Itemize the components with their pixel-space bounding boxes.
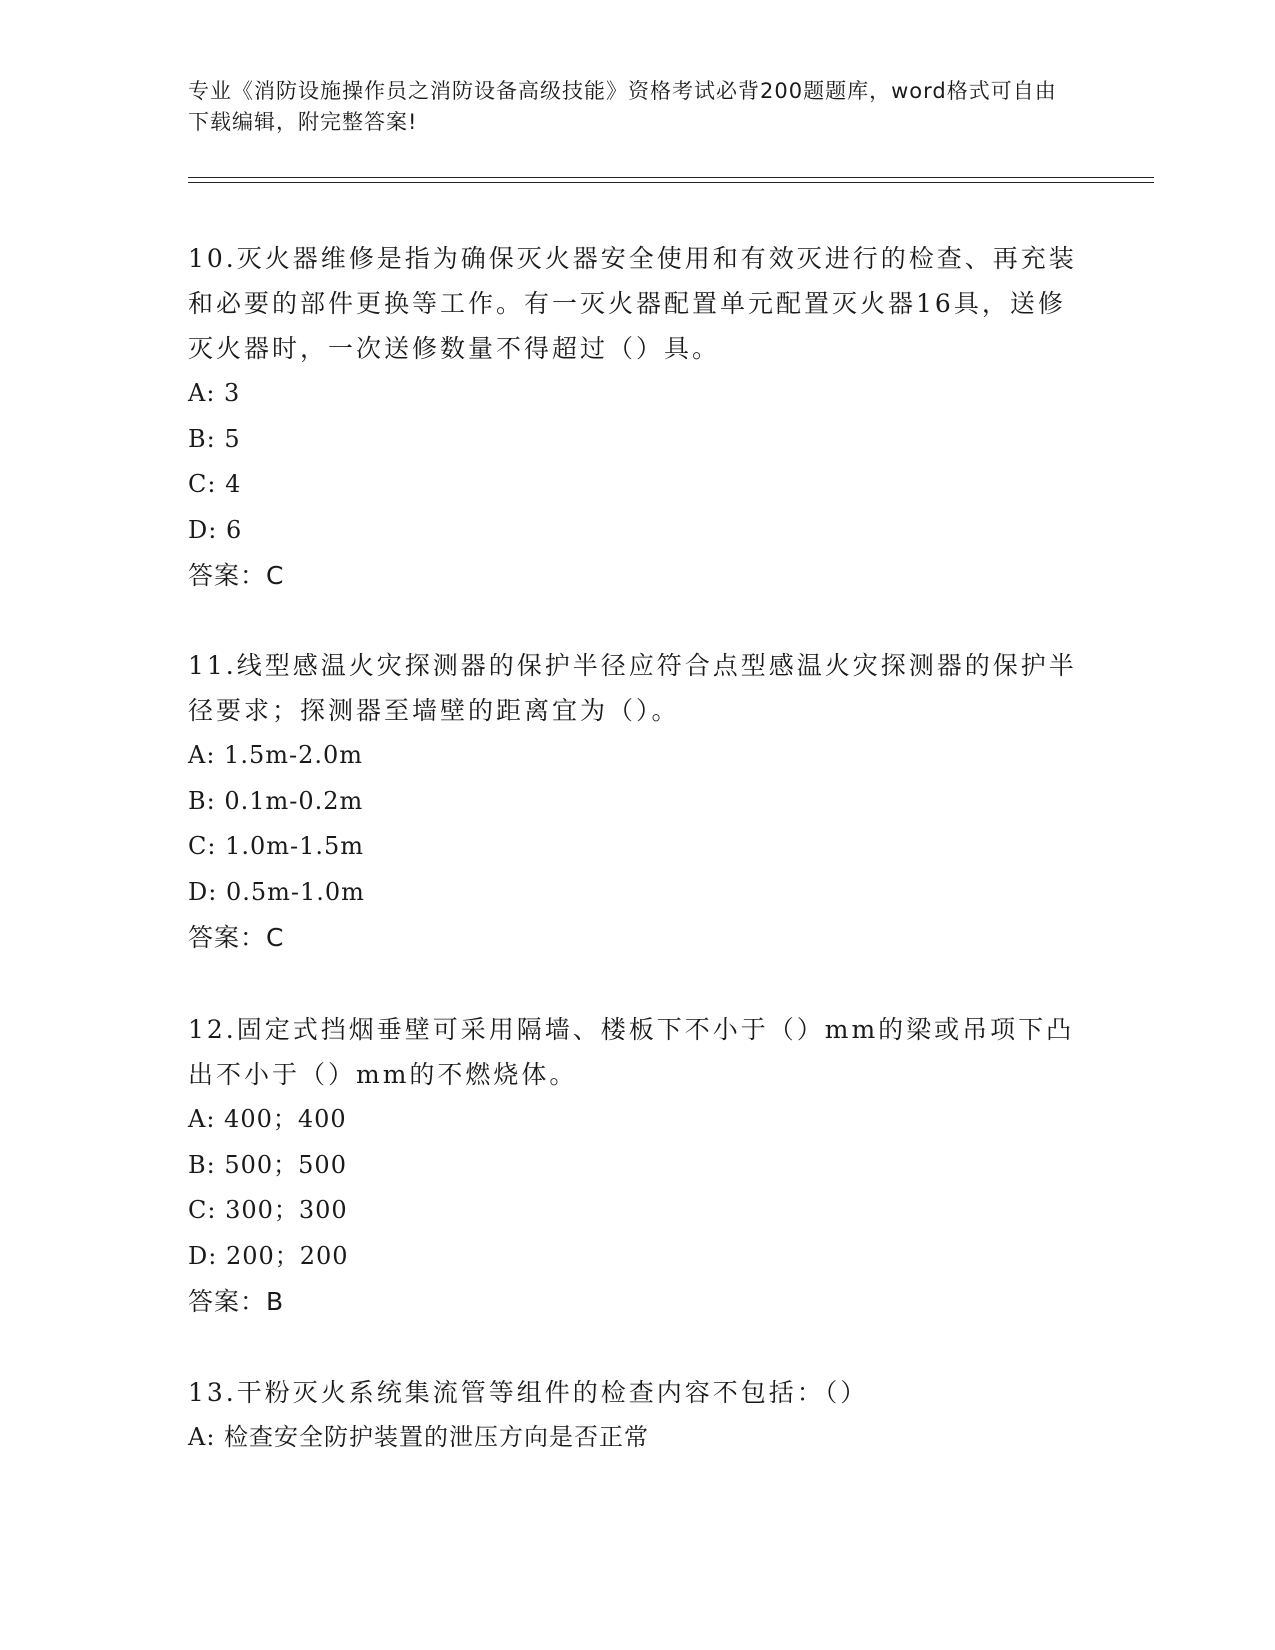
question-stem: 12.固定式挡烟垂壁可采用隔墙、楼板下不小于（）mm的梁或吊项下凸出不小于（）mm的不燃烧体。	[188, 1015, 1075, 1089]
option-c: C: 4	[188, 470, 242, 498]
question-12	[188, 1007, 1088, 1324]
option-d: D: 200；200	[188, 1241, 349, 1270]
question-11	[188, 643, 1088, 960]
option-c: C: 1.0m-1.5m	[188, 832, 365, 860]
question-13	[188, 1370, 1088, 1461]
option-b: B: 5	[188, 424, 241, 453]
question-stem: 11.线型感温火灾探测器的保护半径应符合点型感温火灾探测器的保护半径要求；探测器至墙壁的距离宜为（）。	[188, 651, 1077, 725]
option-a: A: 1.5m-2.0m	[188, 741, 364, 769]
option-a: A: 3	[188, 379, 241, 407]
option-b: B: 500；500	[188, 1150, 347, 1179]
header-divider-bottom	[188, 182, 1154, 183]
option-a: A: 400；400	[188, 1105, 347, 1133]
document-header: 专业《消防设施操作员之消防设备高级技能》资格考试必背200题题库，word格式可自由下载编辑，附完整答案!	[188, 79, 1057, 134]
question-10	[188, 236, 1088, 598]
option-c: C: 300；300	[188, 1196, 348, 1224]
answer-line: 答案：C	[188, 923, 285, 952]
question-stem: 13.干粉灭火系统集流管等组件的检查内容不包括：（）	[188, 1378, 869, 1407]
question-stem: 10.灭火器维修是指为确保灭火器安全使用和有效灭进行的检查、再充装和必要的部件更换等工作。有一灭火器配置单元配置灭火器16具，送修灭火器时，一次送修数量不得超过（）具。	[188, 244, 1077, 363]
option-a: A: 检查安全防护装置的泄压方向是否正常	[188, 1423, 650, 1451]
option-d: D: 0.5m-1.0m	[188, 877, 365, 906]
header-divider-top	[188, 177, 1154, 178]
answer-line: 答案：C	[188, 561, 285, 590]
option-d: D: 6	[188, 515, 243, 544]
option-b: B: 0.1m-0.2m	[188, 786, 364, 815]
answer-line: 答案：B	[188, 1287, 285, 1316]
